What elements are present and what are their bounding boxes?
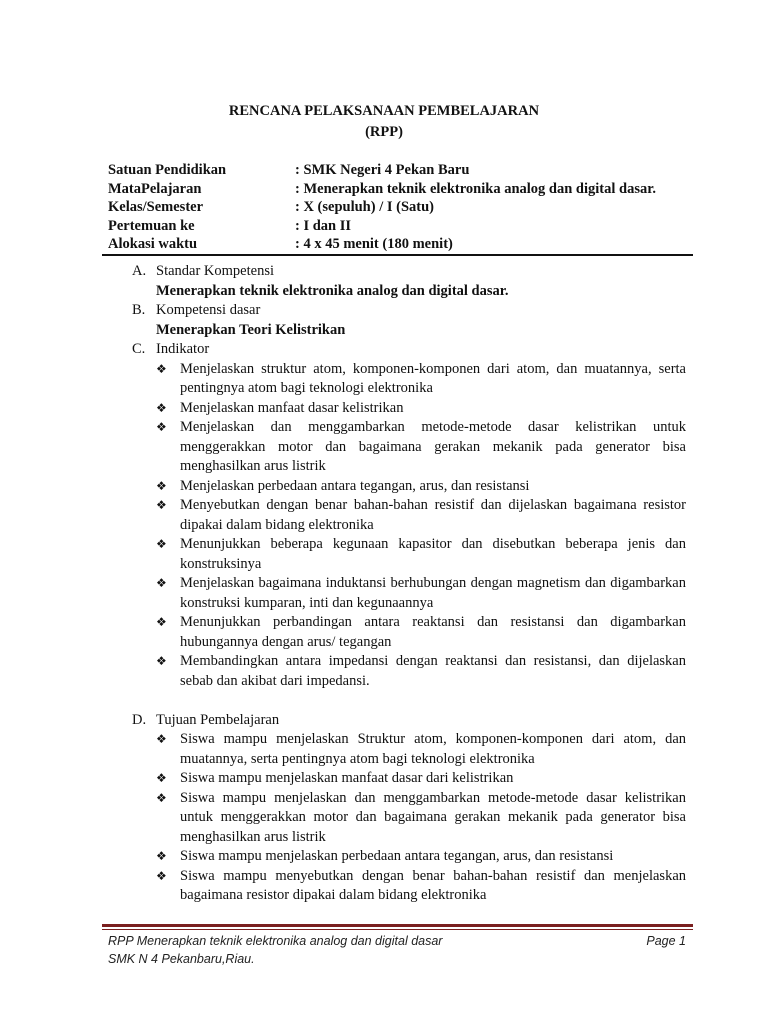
list-item	[108, 399, 686, 419]
diamond-bullet-icon: ❖	[156, 498, 167, 512]
list-item-text: Membandingkan antara impedansi dengan reaktansi dan resistansi, dan dijelaskan sebab dan akibat dari impedansi.	[180, 653, 686, 689]
section-letter: D.	[132, 711, 147, 728]
list-item	[108, 574, 686, 613]
meta-value: : Menerapkan teknik elektronika analog dan digital dasar.	[295, 180, 656, 197]
list-item-text: Menjelaskan manfaat dasar kelistrikan	[180, 399, 404, 416]
identity-table	[108, 161, 708, 254]
diamond-bullet-icon: ❖	[156, 868, 167, 883]
section-heading: Indikator	[156, 341, 210, 357]
document-body	[108, 262, 686, 906]
footer-document-title: RPP Menerapkan teknik elektronika analog dan digital dasar	[108, 934, 443, 948]
list-item-text: Menjelaskan bagaimana induktansi berhubungan dengan magnetism dan digambarkan konstruksi kumparan, inti dan kegunaannya	[180, 575, 686, 611]
meta-label: MataPelajaran	[108, 180, 202, 197]
section-a	[108, 262, 686, 282]
spacer	[108, 691, 686, 711]
list-item	[108, 360, 686, 399]
meta-row-pertemuan	[108, 217, 708, 236]
meta-row-mapel	[108, 180, 708, 199]
list-item-text: Menjelaskan perbedaan antara tegangan, arus, dan resistansi	[180, 477, 530, 494]
meta-label: Pertemuan ke	[108, 217, 195, 234]
document-title: RENCANA PELAKSANAAN PEMBELAJARAN	[228, 103, 540, 119]
section-heading: Standar Kompetensi	[156, 263, 274, 279]
list-item-text: Siswa mampu menjelaskan perbedaan antara tegangan, arus, dan resistansi	[180, 848, 614, 864]
section-d	[108, 711, 686, 731]
meta-label: Satuan Pendidikan	[108, 162, 227, 178]
section-letter: C.	[132, 341, 146, 357]
meta-label: Kelas/Semester	[108, 199, 204, 215]
diamond-bullet-icon: ❖	[156, 537, 167, 551]
diamond-bullet-icon: ❖	[156, 615, 167, 629]
meta-value: : SMK Negeri 4 Pekan Baru	[295, 162, 470, 178]
list-item-text: Menjelaskan struktur atom, komponen-komponen dari atom, dan muatannya, serta pentingnya atom bagi teknologi elektronika	[180, 360, 686, 396]
list-item	[108, 496, 686, 535]
diamond-bullet-icon: ❖	[156, 576, 167, 590]
diamond-bullet-icon: ❖	[156, 771, 167, 785]
list-item	[108, 418, 686, 477]
meta-value: : 4 x 45 menit (180 menit)	[295, 236, 453, 252]
list-item-text: Menunjukkan beberapa kegunaan kapasitor dan disebutkan beberapa jenis dan konstruksinya	[180, 536, 686, 572]
meta-label: Alokasi waktu	[108, 236, 198, 252]
section-heading: Kompetensi dasar	[156, 302, 261, 318]
section-letter: B.	[132, 302, 146, 318]
meta-value: : I dan II	[295, 217, 352, 234]
list-item	[108, 847, 686, 867]
list-item	[108, 730, 686, 769]
list-item-text: Siswa mampu menjelaskan dan menggambarkan metode-metode dasar kelistrikan untuk menggerakkan motor dan bagaimana gerakan mekanik pada generator bisa menghasilkan arus listrik	[180, 789, 686, 845]
list-item-text: Siswa mampu menjelaskan manfaat dasar dari kelistrikan	[180, 770, 514, 786]
meta-row-satuan	[108, 161, 708, 180]
footer-school: SMK N 4 Pekanbaru,Riau.	[108, 952, 255, 966]
diamond-bullet-icon: ❖	[156, 849, 167, 863]
list-item-text: Siswa mampu menyebutkan dengan benar bahan-bahan resistif dan menjelaskan bagaimana resistor dipakai dalam bidang elektronika	[180, 867, 686, 903]
footer-divider-thick	[102, 924, 693, 927]
list-item-text: Menjelaskan dan menggambarkan metode-metode dasar kelistrikan untuk menggerakkan motor dan bagaimana gerakan mekanik pada generator bisa menghasilkan arus listrik	[180, 419, 686, 474]
diamond-bullet-icon: ❖	[156, 420, 167, 434]
section-letter: A.	[132, 263, 147, 279]
list-item	[108, 769, 686, 789]
footer-divider-thin	[102, 929, 693, 930]
list-item	[108, 613, 686, 652]
list-item-text: Menunjukkan perbandingan antara reaktansi dan resistansi dan digambarkan hubungannya dengan arus/ tegangan	[180, 614, 686, 650]
section-c	[108, 340, 686, 360]
footer-line-1	[108, 934, 686, 948]
list-item	[108, 789, 686, 848]
section-a-detail: Menerapkan teknik elektronika analog dan digital dasar.	[156, 282, 509, 299]
diamond-bullet-icon: ❖	[156, 732, 167, 746]
list-item	[108, 652, 686, 691]
list-item-text: Menyebutkan dengan benar bahan-bahan resistif dan dijelaskan bagaimana resistor dipakai dalam bidang elektronika	[180, 497, 686, 533]
meta-value: : X (sepuluh) / I (Satu)	[295, 199, 434, 215]
meta-row-kelas	[108, 198, 708, 217]
indicator-list	[108, 360, 686, 692]
section-b	[108, 301, 686, 321]
list-item	[108, 535, 686, 574]
list-item	[108, 867, 686, 906]
header-divider	[102, 254, 693, 256]
document-subtitle: (RPP)	[365, 124, 403, 140]
list-item-text: Siswa mampu menjelaskan Struktur atom, komponen-komponen dari atom, dan muatannya, serta pentingnya atom bagi teknologi elektronika	[180, 731, 686, 767]
diamond-bullet-icon: ❖	[156, 478, 167, 493]
diamond-bullet-icon: ❖	[156, 790, 167, 805]
objective-list	[108, 730, 686, 906]
meta-row-alokasi	[108, 235, 708, 254]
list-item	[108, 477, 686, 497]
diamond-bullet-icon: ❖	[156, 654, 167, 668]
page-number: Page 1	[646, 934, 686, 948]
section-heading: Tujuan Pembelajaran	[156, 711, 280, 728]
diamond-bullet-icon: ❖	[156, 361, 167, 376]
diamond-bullet-icon: ❖	[156, 400, 167, 415]
section-b-detail: Menerapkan Teori Kelistrikan	[156, 321, 346, 338]
